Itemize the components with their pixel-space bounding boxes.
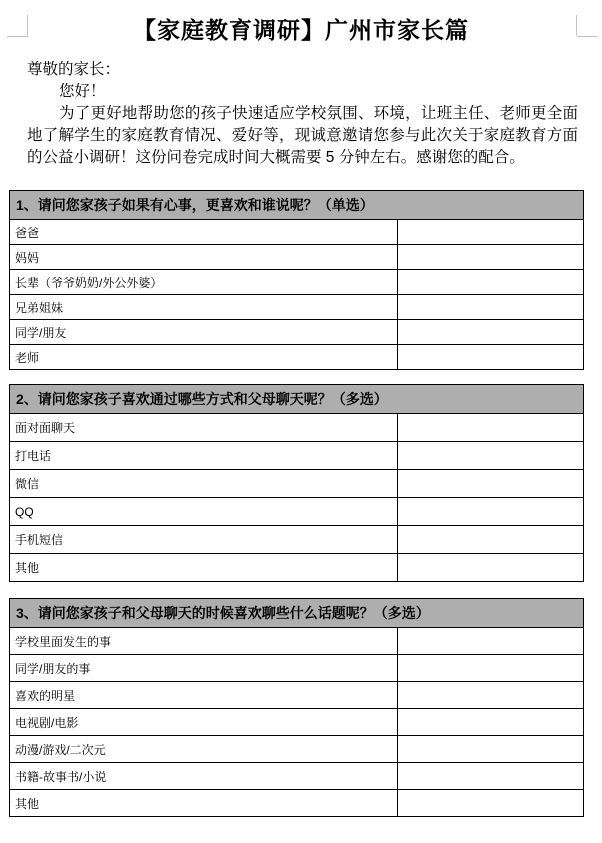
question-header-row bbox=[10, 191, 584, 220]
intro-section bbox=[27, 59, 578, 169]
option-label: 兄弟姐妹 bbox=[10, 295, 398, 320]
intro-greeting: 您好！ bbox=[59, 83, 106, 100]
answer-cell[interactable] bbox=[398, 442, 584, 470]
option-row bbox=[10, 295, 584, 320]
option-row bbox=[10, 709, 584, 736]
answer-cell[interactable] bbox=[398, 554, 584, 582]
option-label: 喜欢的明星 bbox=[10, 682, 398, 709]
answer-cell[interactable] bbox=[398, 295, 584, 320]
answer-cell[interactable] bbox=[398, 270, 584, 295]
answer-cell[interactable] bbox=[398, 790, 584, 817]
question-table-1 bbox=[9, 190, 584, 370]
option-label: QQ bbox=[10, 498, 398, 526]
option-row bbox=[10, 470, 584, 498]
answer-cell[interactable] bbox=[398, 245, 584, 270]
answer-cell[interactable] bbox=[398, 345, 584, 370]
crop-mark-line bbox=[7, 36, 28, 37]
doc-title: 【家庭教育调研】广州市家长篇 bbox=[133, 17, 469, 43]
option-label: 同学/朋友的事 bbox=[10, 655, 398, 682]
crop-mark-line bbox=[577, 36, 598, 37]
option-label: 手机短信 bbox=[10, 526, 398, 554]
intro-salutation: 尊敬的家长： bbox=[27, 61, 121, 78]
question-table-3 bbox=[9, 598, 584, 817]
option-row bbox=[10, 345, 584, 370]
option-row bbox=[10, 554, 584, 582]
option-row bbox=[10, 682, 584, 709]
option-row bbox=[10, 736, 584, 763]
option-row bbox=[10, 442, 584, 470]
answer-cell[interactable] bbox=[398, 763, 584, 790]
answer-cell[interactable] bbox=[398, 682, 584, 709]
answer-cell[interactable] bbox=[398, 498, 584, 526]
question-header-row bbox=[10, 385, 584, 414]
answer-cell[interactable] bbox=[398, 470, 584, 498]
question-table-2 bbox=[9, 384, 584, 582]
crop-mark-line bbox=[27, 15, 28, 36]
option-row bbox=[10, 270, 584, 295]
option-row bbox=[10, 320, 584, 345]
answer-cell[interactable] bbox=[398, 320, 584, 345]
question-1-header: 1、请问您家孩子如果有心事，更喜欢和谁说呢？（单选） bbox=[10, 191, 584, 220]
option-label: 书籍-故事书/小说 bbox=[10, 763, 398, 790]
option-label: 打电话 bbox=[10, 442, 398, 470]
option-label: 长辈（爷爷奶奶/外公外婆） bbox=[10, 270, 398, 295]
option-label: 妈妈 bbox=[10, 245, 398, 270]
answer-cell[interactable] bbox=[398, 220, 584, 245]
option-row bbox=[10, 526, 584, 554]
option-label: 同学/朋友 bbox=[10, 320, 398, 345]
crop-mark-line bbox=[576, 15, 577, 36]
option-label: 爸爸 bbox=[10, 220, 398, 245]
option-label: 动漫/游戏/二次元 bbox=[10, 736, 398, 763]
option-row bbox=[10, 628, 584, 655]
answer-cell[interactable] bbox=[398, 414, 584, 442]
option-label: 电视剧/电影 bbox=[10, 709, 398, 736]
option-row bbox=[10, 763, 584, 790]
question-header-row bbox=[10, 599, 584, 628]
option-label: 学校里面发生的事 bbox=[10, 628, 398, 655]
option-row bbox=[10, 655, 584, 682]
option-row bbox=[10, 498, 584, 526]
option-row bbox=[10, 220, 584, 245]
answer-cell[interactable] bbox=[398, 736, 584, 763]
intro-body: 为了更好地帮助您的孩子快速适应学校氛围、环境，让班主任、老师更全面地了解学生的家庭教育情况、爱好等，现诚意邀请您参与此次关于家庭教育方面的公益小调研！这份问卷完成时间大概需要 5 分钟左右。感谢您的配合。 bbox=[27, 105, 578, 166]
option-label: 老师 bbox=[10, 345, 398, 370]
answer-cell[interactable] bbox=[398, 655, 584, 682]
option-label: 其他 bbox=[10, 554, 398, 582]
option-row bbox=[10, 245, 584, 270]
answer-cell[interactable] bbox=[398, 709, 584, 736]
option-label: 其他 bbox=[10, 790, 398, 817]
option-label: 面对面聊天 bbox=[10, 414, 398, 442]
question-3-header: 3、请问您家孩子和父母聊天的时候喜欢聊些什么话题呢？（多选） bbox=[10, 599, 584, 628]
question-2-header: 2、请问您家孩子喜欢通过哪些方式和父母聊天呢？（多选） bbox=[10, 385, 584, 414]
answer-cell[interactable] bbox=[398, 526, 584, 554]
answer-cell[interactable] bbox=[398, 628, 584, 655]
option-label: 微信 bbox=[10, 470, 398, 498]
option-row bbox=[10, 790, 584, 817]
option-row bbox=[10, 414, 584, 442]
